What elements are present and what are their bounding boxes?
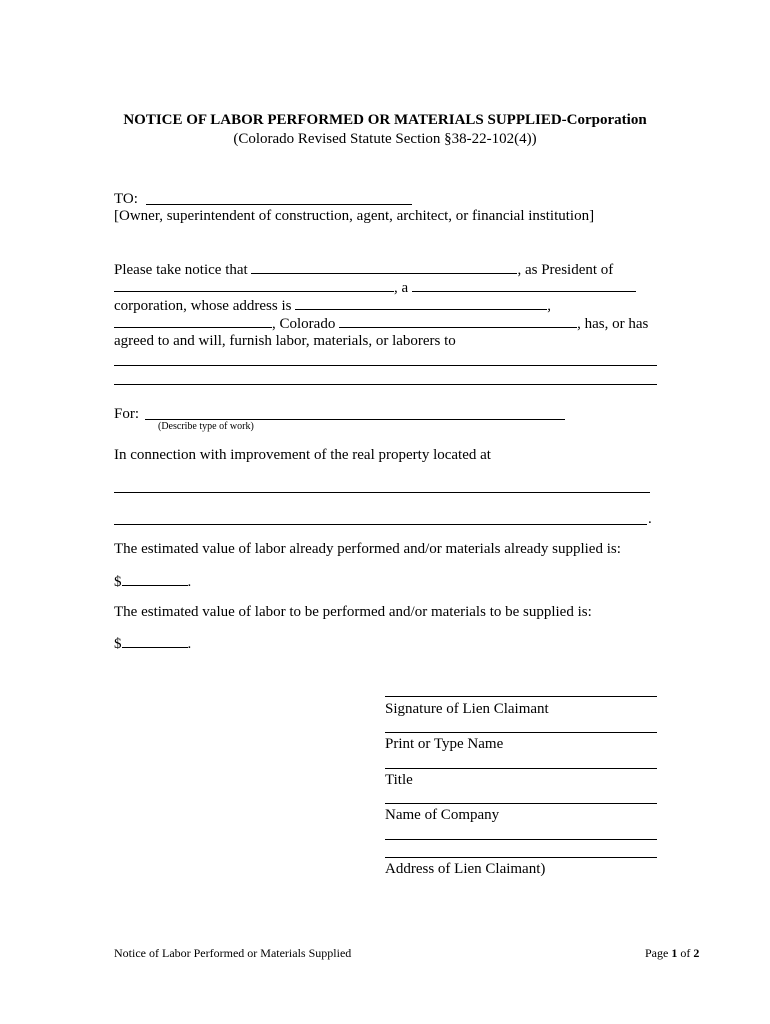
zip-field[interactable] xyxy=(339,314,577,328)
notice-line-4 xyxy=(114,314,648,333)
dollar-sign: $ xyxy=(114,636,122,652)
notice-line-2 xyxy=(114,278,636,297)
performed-value-field[interactable] xyxy=(122,572,188,586)
performed-value-text: The estimated value of labor already performed and/or materials already supplied is: xyxy=(114,541,621,557)
claimant-name-field[interactable] xyxy=(251,260,517,274)
statute-subtitle: (Colorado Revised Statute Section §38-22-102(4)) xyxy=(233,131,537,147)
to-recipient-field[interactable] xyxy=(146,204,412,205)
page-number xyxy=(645,946,699,961)
page-prefix: Page xyxy=(645,946,669,960)
corporation-address-text: corporation, whose address is xyxy=(114,298,292,314)
to-label: TO: xyxy=(114,191,138,207)
to-be-performed-field[interactable] xyxy=(122,634,188,648)
notice-line-1 xyxy=(114,260,613,279)
describe-work-note: (Describe type of work) xyxy=(158,421,254,432)
title-label: Title xyxy=(385,772,413,788)
notice-line-3 xyxy=(114,296,551,315)
colorado-text: , Colorado xyxy=(272,316,336,332)
company-name-field[interactable] xyxy=(114,278,394,292)
page-current: 1 xyxy=(671,946,678,960)
print-name-label: Print or Type Name xyxy=(385,736,504,752)
signature-field[interactable] xyxy=(385,696,657,697)
period: . xyxy=(187,636,192,652)
signature-label: Signature of Lien Claimant xyxy=(385,701,549,717)
a-text: , a xyxy=(394,280,409,296)
title-field[interactable] xyxy=(385,768,657,769)
print-name-field[interactable] xyxy=(385,732,657,733)
property-intro: In connection with improvement of the real property located at xyxy=(114,447,491,463)
address-label: Address of Lien Claimant) xyxy=(385,861,546,877)
city-field[interactable] xyxy=(114,314,272,328)
president-of-text: , as President of xyxy=(517,262,614,278)
property-period: . xyxy=(648,511,652,527)
address-field[interactable] xyxy=(295,296,547,310)
furnish-to-field-line-2[interactable] xyxy=(114,384,657,385)
work-type-field[interactable] xyxy=(145,419,565,420)
dollar-sign: $ xyxy=(114,574,122,590)
notice-line-5: agreed to and will, furnish labor, materials, or laborers to xyxy=(114,333,456,349)
page-title: NOTICE OF LABOR PERFORMED OR MATERIALS SUPPLIED-Corporation xyxy=(123,112,647,128)
page-total: 2 xyxy=(693,946,700,960)
furnish-to-field-line-1[interactable] xyxy=(114,365,657,366)
for-label: For: xyxy=(114,406,140,422)
to-be-performed-text: The estimated value of labor to be performed and/or materials to be supplied is: xyxy=(114,604,592,620)
company-label: Name of Company xyxy=(385,807,500,823)
company-field[interactable] xyxy=(385,803,657,804)
property-address-field-line-1[interactable] xyxy=(114,492,650,493)
comma-text: , xyxy=(547,298,551,314)
footer-doc-name: Notice of Labor Performed or Materials Supplied xyxy=(114,946,352,960)
property-address-field-line-2[interactable] xyxy=(114,524,647,525)
address-field-line-2[interactable] xyxy=(385,857,657,858)
to-recipient-note: [Owner, superintendent of construction, agent, architect, or financial institution] xyxy=(114,208,595,224)
to-be-performed-line xyxy=(114,634,191,653)
notice-intro-text: Please take notice that xyxy=(114,262,248,278)
has-or-has-text: , has, or has xyxy=(577,316,649,332)
performed-value-line xyxy=(114,572,191,591)
address-field-line-1[interactable] xyxy=(385,839,657,840)
period: . xyxy=(187,574,192,590)
state-of-incorporation-field[interactable] xyxy=(412,278,636,292)
page-of: of xyxy=(680,946,691,960)
